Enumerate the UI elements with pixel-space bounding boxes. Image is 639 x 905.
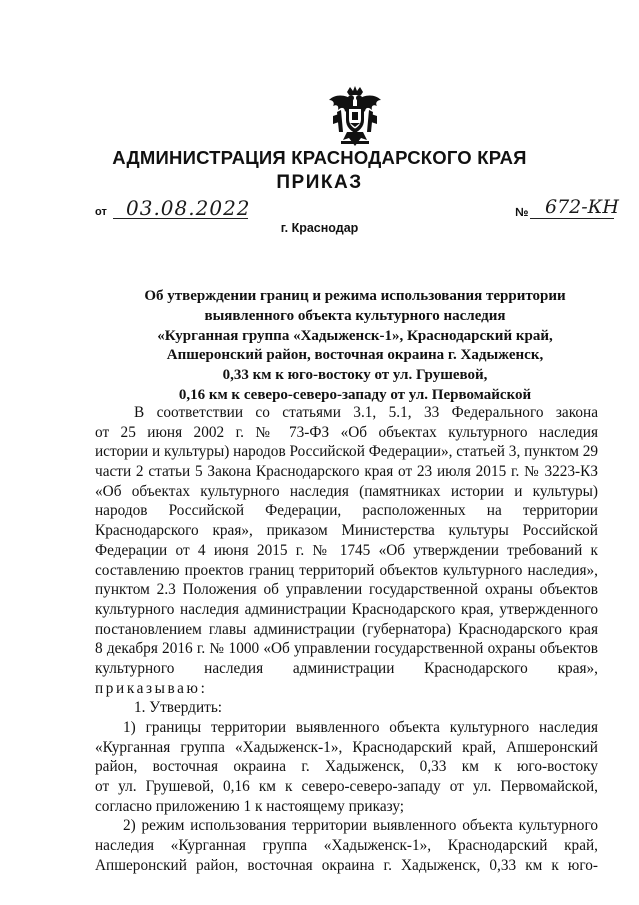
coat-of-arms-emblem [327, 86, 383, 148]
body-line: культурного наследия администрации Краснодарского края, утвержденного [95, 600, 598, 618]
number-label: № [515, 205, 529, 219]
handwritten-number: 672-КН [545, 196, 619, 218]
title-line: Об утверждении границ и режима использования территории [144, 288, 566, 304]
body-line: район, восточная окраина г. Хадыженск, 0,33 км к юго-востоку [95, 758, 598, 776]
city-name: г. Краснодар [280, 221, 359, 235]
body-line: народов Российской Федерации, расположенных на территории [95, 502, 598, 520]
body-line: составлению проектов границ территорий объектов культурного наследия», [95, 561, 598, 579]
body-line: наследия «Курганная группа «Хадыженск-1», Краснодарский край, [95, 837, 598, 855]
document-body [95, 403, 598, 876]
document-type: ПРИКАЗ [276, 172, 363, 193]
date-label: от [95, 206, 107, 218]
body-line: постановлением главы администрации (губернатора) Краснодарского края [95, 620, 598, 638]
body-line: Федерации от 4 июня 2015 г. № 1745 «Об утверждении требований к [95, 541, 598, 559]
body-line: Краснодарского края», приказом Министерства культуры Российской [95, 522, 598, 540]
body-line: части 2 статьи 5 Закона Краснодарского края от 23 июля 2015 г. № 3223-КЗ [95, 463, 598, 481]
body-line: Апшеронский район, восточная окраина г. Хадыженск, 0,33 км к юго- [95, 856, 598, 874]
title-line: «Курганная группа «Хадыженск-1», Краснодарский край, [157, 327, 553, 344]
body-line: «Об объектах культурного наследия (памятниках истории и культуры) [95, 482, 598, 500]
number-underline [530, 218, 614, 219]
body-line: пунктом 2.3 Положения об управлении государственной охраны объектов [95, 581, 598, 599]
body-line: 8 декабря 2016 г. № 1000 «Об управлении государственной охраны объектов [95, 640, 598, 658]
body-line: согласно приложению 1 к настоящему приказу; [95, 797, 405, 815]
title-line: 0,16 км к северо-северо-западу от ул. Первомайской [178, 386, 532, 403]
body-line: 1. Утвердить: [134, 699, 223, 717]
order-verb: приказываю: [95, 679, 208, 697]
body-line: от ул. Грушевой, 0,16 км к северо-северо-западу от ул. Первомайской, [95, 778, 598, 796]
body-line: В соответствии со статьями 3.1, 5.1, 33 Федерального закона [134, 404, 598, 421]
body-line: от 25 июня 2002 г. № 73-ФЗ «Об объектах культурного наследия [95, 423, 598, 441]
organization-name: АДМИНИСТРАЦИЯ КРАСНОДАРСКОГО КРАЯ [112, 147, 527, 168]
body-line: «Курганная группа «Хадыженск-1», Краснодарский край, Апшеронский [95, 738, 598, 756]
title-line: выявленного объекта культурного наследия [204, 307, 506, 324]
body-line: истории и культуры) народов Российской Федерации», статьей 3, пунктом 29 [95, 443, 598, 461]
handwritten-date: 03.08.2022 [126, 196, 251, 220]
body-line: 2) режим использования территории выявленного объекта культурного [123, 817, 598, 835]
title-line: Апшеронский район, восточная окраина г. Хадыженск, [166, 347, 544, 364]
body-line: культурного наследия администрации Краснодарского края», [95, 659, 598, 677]
body-line: 1) границы территории выявленного объекта культурного наследия [123, 719, 598, 736]
title-line: 0,33 км к юго-востоку от ул. Грушевой, [222, 367, 488, 384]
document-title [90, 287, 620, 406]
